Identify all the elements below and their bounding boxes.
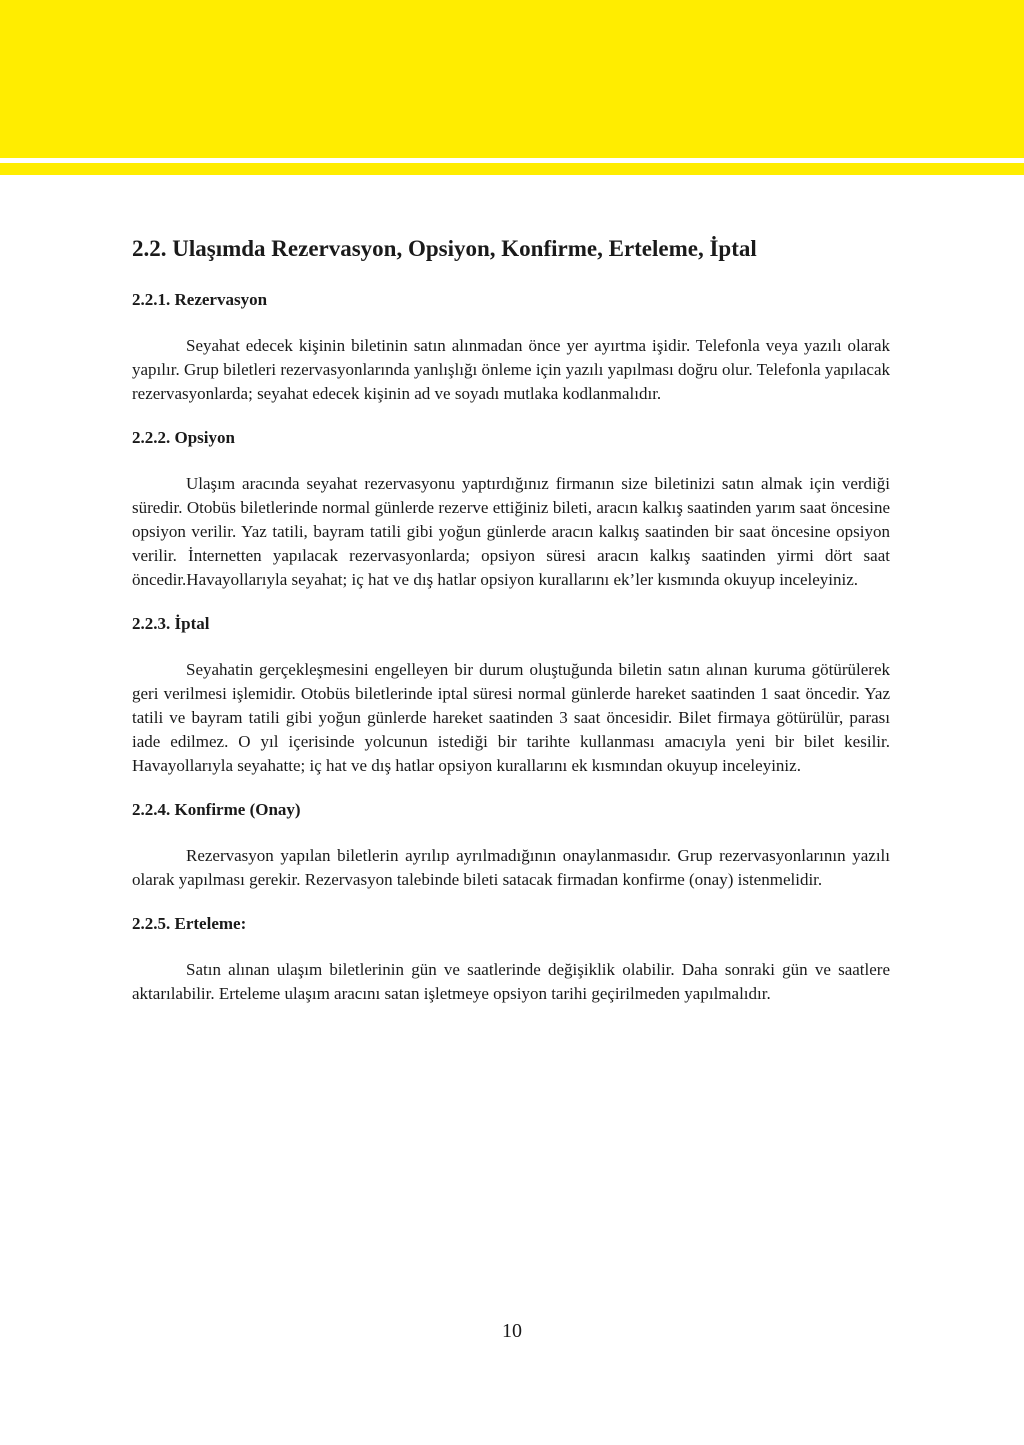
- section-konfirme: [132, 798, 890, 892]
- section-rezervasyon: [132, 288, 890, 406]
- section-paragraph: Satın alınan ulaşım biletlerinin gün ve saatlerinde değişiklik olabilir. Daha sonraki gün ve saatlere aktarılabilir. Erteleme ulaşım aracını satan işletmeye opsiyon tarihi geçirilmeden yapılmalıdır.: [132, 960, 890, 1003]
- page-number: 10: [502, 1320, 522, 1342]
- section-heading: 2.2.5. Erteleme:: [132, 914, 247, 933]
- section-paragraph: Seyahat edecek kişinin biletinin satın alınmadan önce yer ayırtma işidir. Telefonla veya yazılı olarak yapılır. Grup biletleri rezervasyonlarında yanlışlığı önleme için yazılı yapılması doğru olur. Telefonla yapılacak rezervasyonlarda; seyahat edecek kişinin ad ve soyadı mutlaka kodlanmalıdır.: [132, 336, 890, 403]
- header-yellow-stripe: [0, 163, 1024, 175]
- page-title: 2.2. Ulaşımda Rezervasyon, Opsiyon, Konfirme, Erteleme, İptal: [132, 236, 757, 261]
- section-heading: 2.2.2. Opsiyon: [132, 428, 235, 447]
- section-heading: 2.2.1. Rezervasyon: [132, 290, 268, 309]
- section-opsiyon: [132, 426, 890, 592]
- header-yellow-band: [0, 0, 1024, 158]
- section-paragraph: Ulaşım aracında seyahat rezervasyonu yaptırdığınız firmanın size biletinizi satın almak için verdiği süredir. Otobüs biletlerinde normal günlerde rezerve ettiğiniz bileti, aracın kalkış saatinden yarım saat öncesine opsiyon verilir. Yaz tatili, bayram tatili gibi yoğun günlerde aracın kalkış saatinden bir saat öncesine opsiyon verilir. İnternetten yapılacak rezervasyonlarda; opsiyon süresi aracın kalkış saatinden yirmi dört saat öncedir.Havayollarıyla seyahat; iç hat ve dış hatlar opsiyon kurallarını ek’ler kısmında okuyup inceleyiniz.: [132, 474, 890, 589]
- section-paragraph: Seyahatin gerçekleşmesini engelleyen bir durum oluştuğunda biletin satın alınan kuruma götürülerek geri verilmesi işlemidir. Otobüs biletlerinde iptal süresi normal günlerde hareket saatinden 1 saat öncedir. Yaz tatili ve bayram tatili gibi yoğun günlerde hareket saatinden 3 saat öncesidir. Bilet firmaya götürülür, parası iade edilmez. O yıl içerisinde yolcunun istediği bir tarihte kullanması amacıyla yeni bir bilet kesilir. Havayollarıyla seyahatte; iç hat ve dış hatlar opsiyon kurallarını ek kısmından okuyup inceleyiniz.: [132, 660, 890, 775]
- section-paragraph: Rezervasyon yapılan biletlerin ayrılıp ayrılmadığının onaylanmasıdır. Grup rezervasyonlarının yazılı olarak yapılması gerekir. Rezervasyon talebinde bileti satacak firmadan konfirme (onay) istenmelidir.: [132, 846, 890, 889]
- section-erteleme: [132, 912, 890, 1006]
- page-content: [132, 232, 890, 1026]
- section-heading: 2.2.3. İptal: [132, 614, 210, 633]
- section-heading: 2.2.4. Konfirme (Onay): [132, 800, 301, 819]
- section-iptal: [132, 612, 890, 778]
